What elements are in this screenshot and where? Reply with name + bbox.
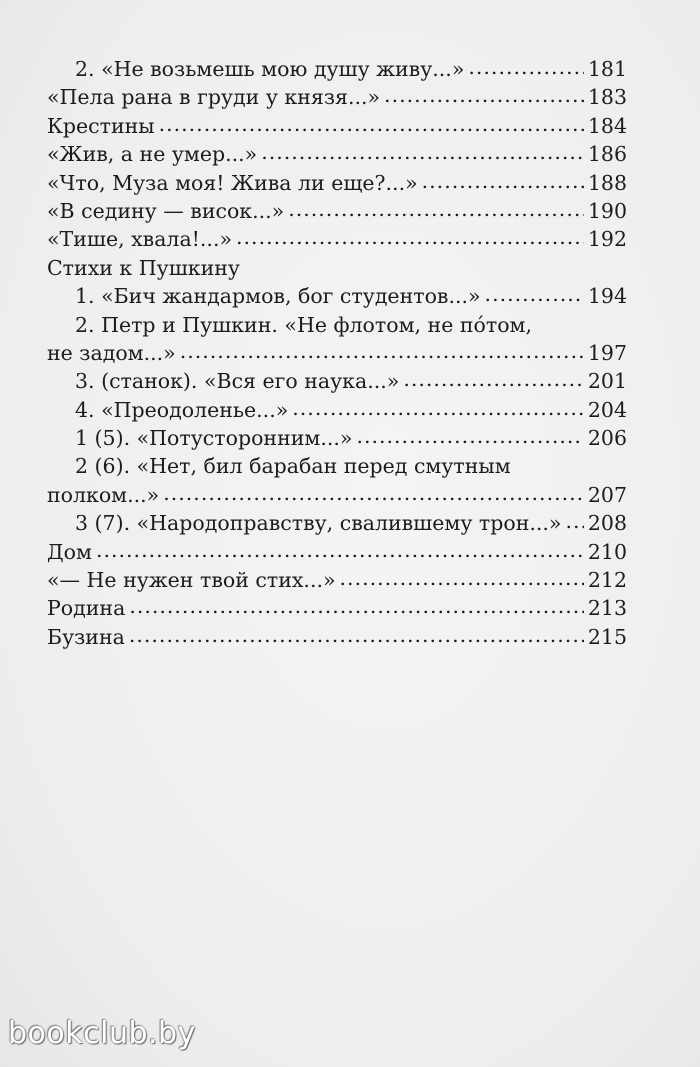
toc-page-number: 201	[587, 369, 627, 394]
toc-entry	[47, 623, 627, 651]
dot-leader	[288, 195, 584, 223]
dot-leader	[422, 167, 584, 195]
dot-leader	[403, 365, 584, 393]
toc-entry	[47, 566, 627, 594]
dot-leader	[340, 564, 584, 592]
toc-entry	[47, 112, 627, 140]
toc-entry	[47, 225, 627, 253]
toc-page-number: 206	[587, 426, 627, 451]
toc-entry-title: 4. «Преодоленье...»	[75, 397, 289, 422]
toc-entry-title: 2. «Не возьмешь мою душу живу...»	[75, 57, 465, 81]
toc-page-number: 204	[587, 397, 627, 422]
dot-leader	[129, 621, 584, 649]
toc-entry-title: 1 (5). «Потусторонним...»	[75, 426, 353, 451]
toc-entry	[47, 538, 627, 566]
toc-entry-title: 3. (станок). «Вся его наука...»	[75, 369, 400, 394]
toc-entry-title: «Что, Муза моя! Жива ли еще?...»	[47, 170, 418, 195]
toc-entry-title: Бузина	[47, 624, 125, 649]
toc-entry-title: 1. «Бич жандармов, бог студентов...»	[75, 284, 481, 309]
toc-entry-title: «Жив, а не умер...»	[47, 142, 258, 167]
toc-entry-title: 3 (7). «Народоправству, свалившему трон...»	[75, 511, 562, 536]
toc-page-number: 213	[587, 596, 627, 621]
toc-page-number: 190	[587, 198, 627, 223]
dot-leader	[292, 394, 584, 422]
toc-section-heading	[47, 254, 627, 282]
toc-entry-title: «Тише, хвала!...»	[47, 227, 233, 252]
toc-page-number: 215	[587, 624, 627, 649]
toc-entry-title: не задом...»	[47, 340, 176, 365]
toc-page-number: 208	[587, 511, 627, 536]
toc-entry	[47, 367, 627, 395]
toc-entry	[47, 282, 627, 310]
toc-entry	[47, 509, 627, 537]
toc-entry-title: «Пела рана в груди у князя...»	[47, 85, 381, 110]
toc-page-number: 184	[587, 113, 627, 138]
toc-entry	[47, 83, 627, 111]
dot-leader	[163, 479, 584, 507]
toc-entry	[47, 55, 627, 83]
toc-entry-title: Родина	[47, 596, 126, 621]
toc-page-number: 192	[587, 227, 627, 252]
dot-leader	[384, 81, 584, 109]
toc-page-number: 207	[587, 482, 627, 507]
dot-leader	[565, 507, 583, 535]
toc-entry	[47, 424, 627, 452]
toc-entry	[47, 481, 627, 509]
watermark: bookclub.by	[8, 1016, 196, 1051]
toc-entry-title: полком...»	[47, 482, 160, 507]
toc-entry	[47, 197, 627, 225]
dot-leader	[96, 536, 584, 564]
toc-page-number: 212	[587, 568, 627, 593]
toc-entry-title: «— Не нужен твой стих...»	[47, 568, 336, 593]
toc-entry-title: Крестины	[47, 113, 155, 138]
dot-leader	[468, 53, 583, 81]
dot-leader	[180, 337, 584, 365]
toc-entry-title-line: 2 (6). «Нет, бил барабан перед смутным	[75, 454, 511, 479]
table-of-contents	[47, 55, 627, 651]
toc-entry	[47, 594, 627, 622]
dot-leader	[159, 110, 584, 138]
toc-entry-title: Стихи к Пушкину	[47, 255, 240, 280]
toc-entry-title: «В седину — висок...»	[47, 198, 285, 223]
toc-entry	[47, 396, 627, 424]
toc-entry	[47, 140, 627, 168]
dot-leader	[129, 592, 584, 620]
dot-leader	[485, 280, 584, 308]
toc-page-number: 181	[587, 57, 627, 81]
toc-entry-title: Дом	[47, 539, 92, 564]
toc-entry	[47, 169, 627, 197]
toc-entry	[47, 339, 627, 367]
toc-page-number: 197	[587, 340, 627, 365]
dot-leader	[236, 223, 584, 251]
toc-page-number: 186	[587, 142, 627, 167]
toc-page-number: 188	[587, 170, 627, 195]
toc-entry-title-line: 2. Петр и Пушкин. «Не флотом, не пóтом,	[75, 312, 533, 337]
toc-page-number: 194	[587, 284, 627, 309]
toc-page-number: 183	[587, 85, 627, 110]
toc-page-number: 210	[587, 539, 627, 564]
dot-leader	[261, 138, 584, 166]
dot-leader	[356, 422, 583, 450]
